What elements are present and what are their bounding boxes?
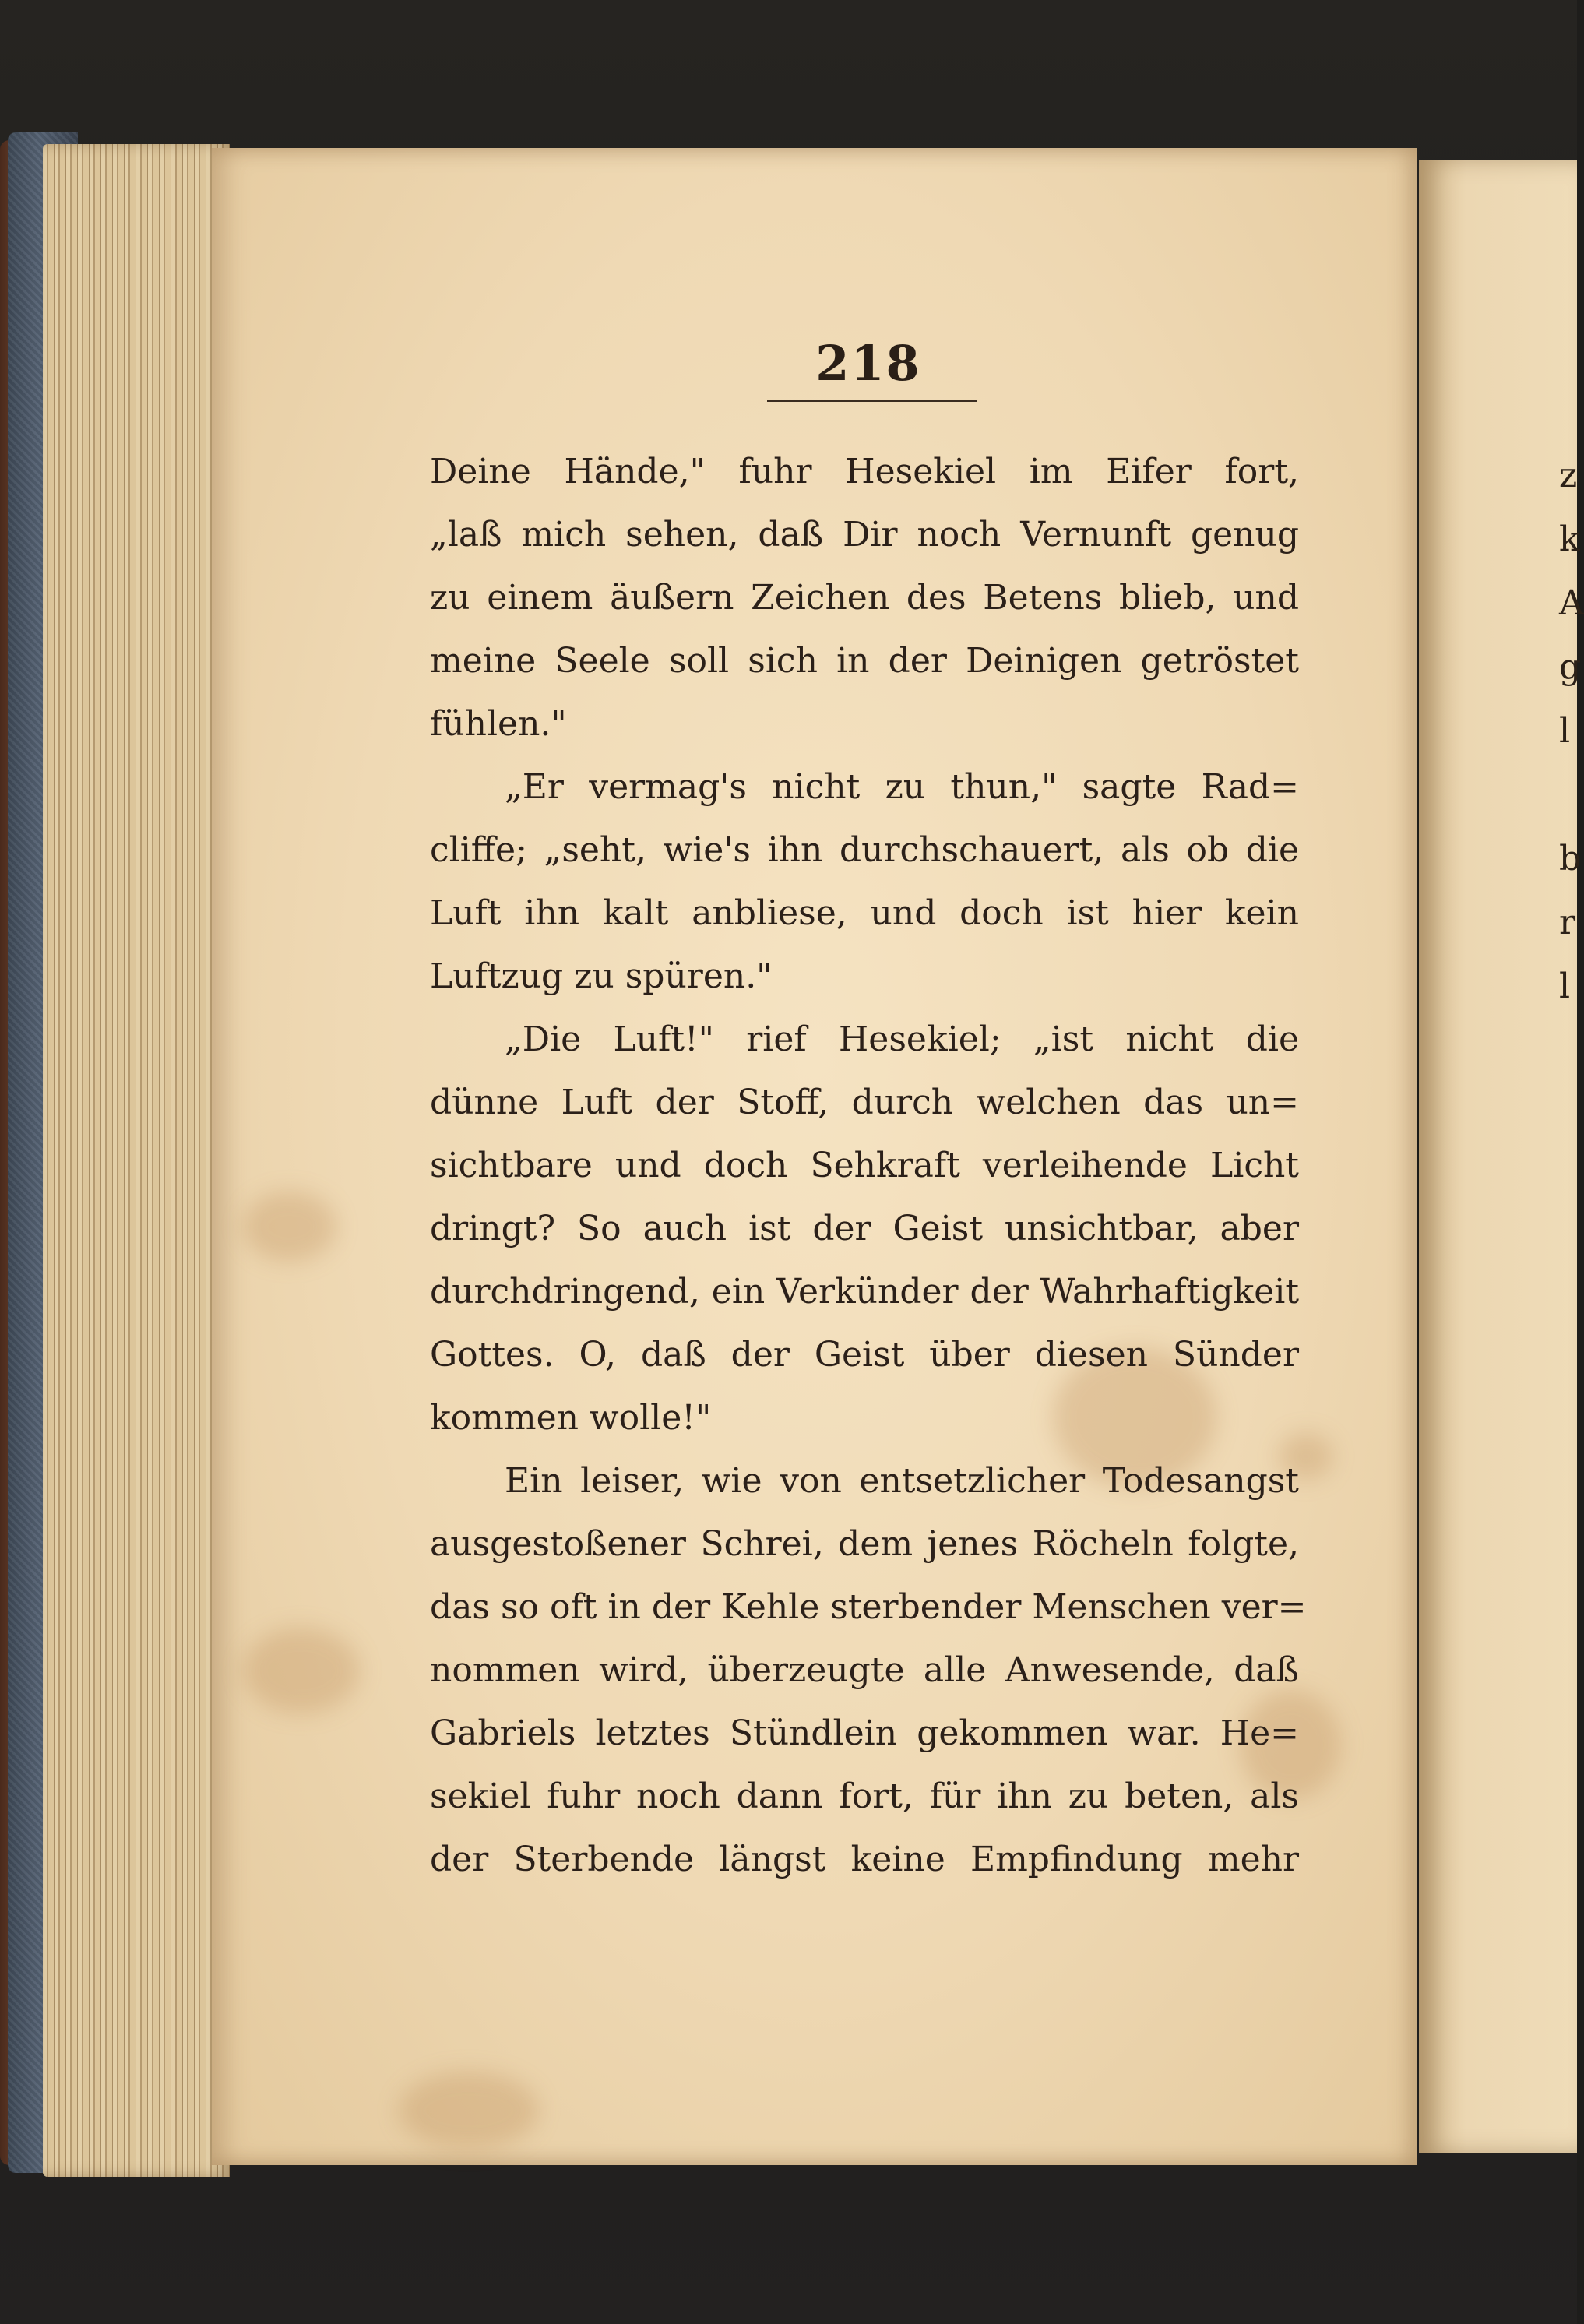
text-line: „Er vermag's nicht zu thun," sagte Rad= [505, 767, 1299, 807]
facing-page-text [1559, 444, 1584, 1593]
facing-page-letter [1559, 1146, 1577, 1210]
facing-page-letter: A [1559, 583, 1584, 623]
text-line: Gottes. O, daß der Geist über diesen Sünder [430, 1335, 1299, 1375]
page-number-rule [767, 400, 977, 402]
paper-stain [243, 1192, 336, 1262]
facing-page-letter: k [1559, 519, 1580, 559]
facing-page-letter [1559, 1466, 1577, 1530]
text-line: meine Seele soll sich in der Deinigen getröstet [430, 641, 1299, 681]
text-line: dringt? So auch ist der Geist unsichtbar, aber [430, 1209, 1299, 1248]
facing-page-letter: r [1559, 903, 1576, 942]
text-line: nommen wird, überzeugte alle Anwesende, daß [430, 1650, 1299, 1690]
facing-page-letter [1559, 1402, 1577, 1466]
facing-page-letter [1559, 1210, 1577, 1274]
text-line: Ein leiser, wie von entsetzlicher Todesangst [505, 1461, 1299, 1501]
text-line: kommen wolle!" [430, 1398, 712, 1438]
facing-page-letter [1559, 1274, 1577, 1338]
facing-page-letter: l [1559, 967, 1571, 1006]
text-line: ausgestoßener Schrei, dem jenes Röcheln folgte, [430, 1524, 1299, 1564]
page-number: 218 [815, 335, 921, 392]
facing-page-letter [1559, 763, 1577, 827]
facing-page [1419, 160, 1584, 2153]
facing-page-letter: g [1559, 647, 1582, 687]
facing-page-letter [1559, 1083, 1577, 1146]
text-line: Deine Hände," fuhr Hesekiel im Eifer fort, [430, 452, 1299, 491]
text-line: Gabriels letztes Stündlein gekommen war. He= [430, 1713, 1299, 1753]
text-line: Luft ihn kalt anbliese, und doch ist hier kein [430, 893, 1299, 933]
text-line: sichtbare und doch Sehkraft verleihende Licht [430, 1146, 1299, 1185]
text-line: „laß mich sehen, daß Dir noch Vernunft genug [430, 515, 1299, 555]
paper-stain [243, 1628, 360, 1713]
facing-page-letter [1559, 1019, 1577, 1083]
facing-page-letter [1559, 1530, 1577, 1593]
text-line: der Sterbende längst keine Empfindung mehr [430, 1840, 1299, 1879]
text-line: „Die Luft!" rief Hesekiel; „ist nicht die [505, 1019, 1299, 1059]
text-line: dünne Luft der Stoff, durch welchen das un= [430, 1083, 1299, 1122]
page-edges [43, 144, 230, 2177]
text-line: cliffe; „seht, wie's ihn durchschauert, als ob die [430, 830, 1299, 870]
text-line: sekiel fuhr noch dann fort, für ihn zu beten, als [430, 1776, 1299, 1816]
text-line: durchdringend, ein Verkünder der Wahrhaftigkeit [430, 1272, 1299, 1312]
facing-page-letter: z [1559, 456, 1578, 495]
text-line: das so oft in der Kehle sterbender Menschen ver= [430, 1587, 1307, 1627]
text-line: fühlen." [430, 704, 567, 744]
facing-page-letter [1559, 1338, 1577, 1402]
text-line: zu einem äußern Zeichen des Betens blieb, und [430, 578, 1299, 618]
facing-page-letter: b [1559, 839, 1582, 879]
facing-page-letter: l [1559, 711, 1571, 751]
text-line: Luftzug zu spüren." [430, 956, 773, 996]
paper-stain [399, 2072, 539, 2150]
body-text [430, 440, 1307, 1891]
